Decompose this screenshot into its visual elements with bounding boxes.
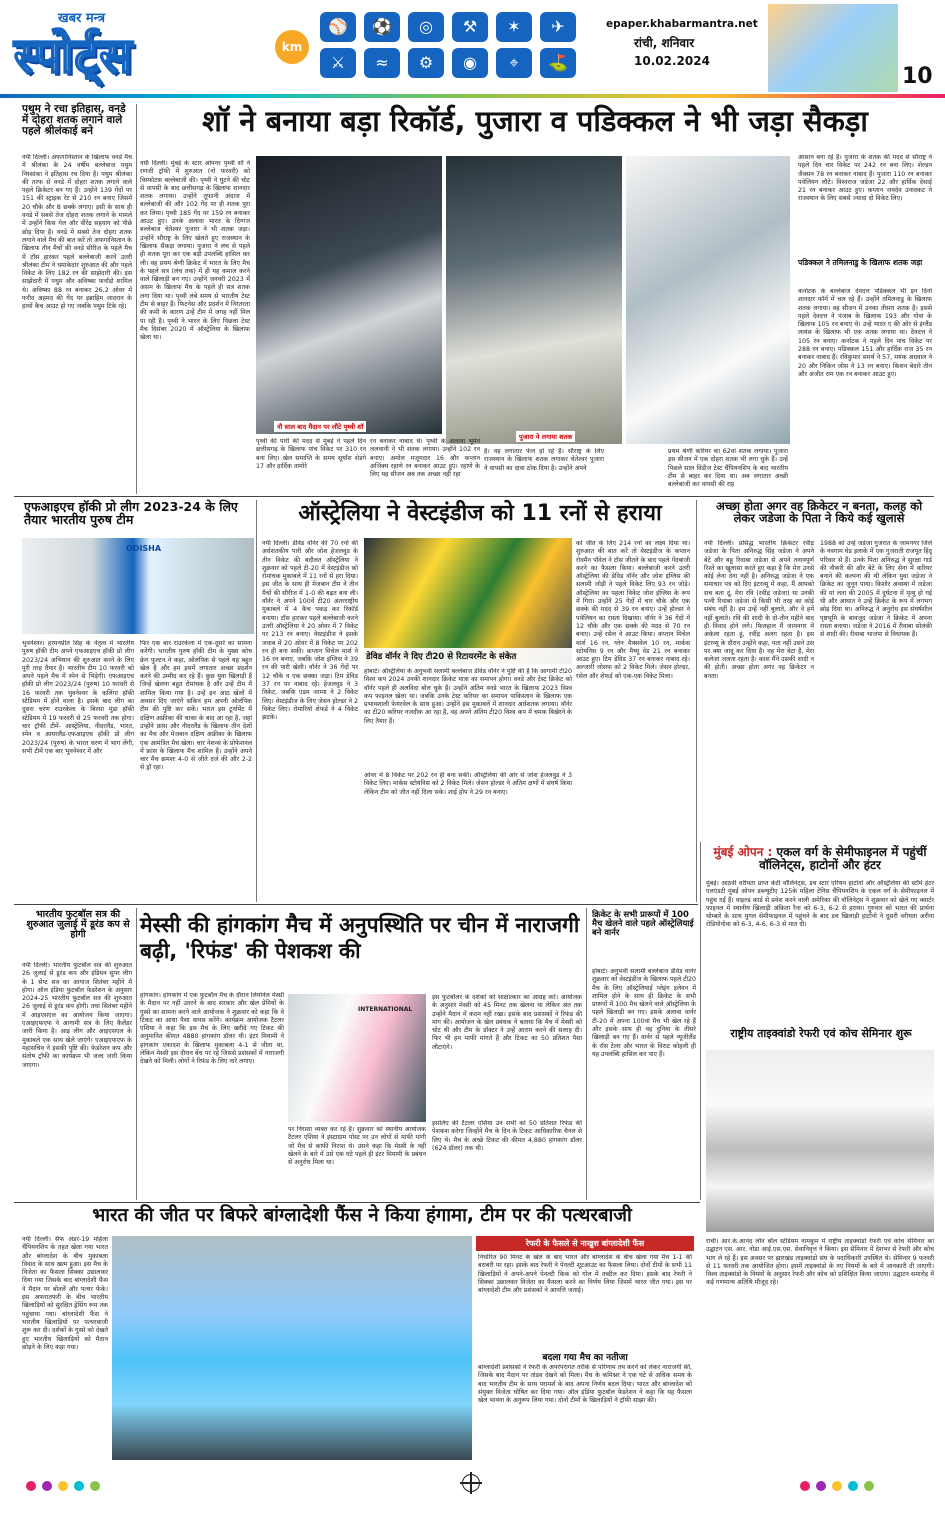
color-dot [816, 1481, 826, 1491]
lead-right-body: आसान बना रहे हैं। पुजारा के शतक की मदद से सौराष्ट्र ने पहले दिन चार विकेट पर 242 रन बना लिए। शेल्डन जैक्सन 78 रन बनाकर नाबाद हैं। पुजारा 110 रन बनाकर पवेलियन लौटे। विश्वराज जडेजा 22 और हार्विक देसाई 21 रन बनाकर आउट हुए। कप्तान जयदेव उनादकट ने राजस्थान के लिए सबसे ज्यादा दो विकेट लिए। [798, 154, 932, 203]
taekwondo-group-photo [706, 1050, 934, 1232]
messi-body-2: पर निराशा व्यक्त कर रहे हैं। शुक्रवार को स्थानीय आयोजक टैटलर एशिया ने इंस्टाग्राम पोस्ट पर उन लोगों से माफी मांगी जो मैच से काफी निराश थे। उसने कहा कि मेस्सी के नहीं खेलने के बारे में उसे एक घंटे पहले ही इंटर मियामी के प्रबंधन से अनुरोध मिला था। [288, 1126, 426, 1167]
issue-date: 10.02.2024 [634, 54, 710, 68]
hockey-body-2: फिर एक बार राउरकेला में एक-दूसरे का सामना करेंगी। भारतीय पुरुष हॉकी टीम के मुख्य कोच क्रेग फुल्टन ने कहा, ओलंपिक से पहले यह बहुत खेल है और हम इसमें लगातार अच्छा प्रदर्शन करने की उम्मीद कर रहे हैं। कुछ युवा खिलाड़ी हैं जिन्हें खेलना बहुत रोमांचक है और उन्हें टीम में शामिल किया गया है। उन्हें इन आठ खेलों में अवसर दिए जाएंगे सकिन हम अपनी ओलंपिक टीम की पुष्टि कर सकें। भारत इस टूर्नामेंट में दक्षिण अफ्रीका की चाका के बाद आ रहा है, जहां उन्होंने फ्रांस और नीदरलैंड के खिलाफ तीन देशों का मैच और मेजबान दक्षिण अफ्रीका के खिलाफ एक आमंत्रित मैच खेला। चार नेशन्स के प्रोफेशनल में फ्रांस के खिलाफ मैच शामिल हैं। उन्होंने अपने चार मैच क्रमशः 4-0 से जीते दर्ज की और 2-2 से ड्रॉ रहा। [140, 640, 252, 772]
lead-body-b2: रन बनाकर नाबाद थे। पृथ्वी के अलावा भूपेन ललवानी ने भी शतक लगाया। उन्होंने 102 रन बनाए। अमोल मजूमदार 16 और कप्तान अजिंक्य रहाणे रन बनाकर आउट हुए। रहाणे के लिए यह सीजन अब तक अच्छा नहीं रहा [370, 438, 480, 479]
taekwondo-headline: राष्ट्रीय ताइक्वांडो रेफरी एवं कोच सेमिनार शुरू [730, 1027, 912, 1040]
bangla-headline: भारत की जीत पर बिफरे बांग्लादेशी फैंस ने किया हंगामा, टीम पर की पत्थरबाजी [92, 1205, 632, 1226]
color-dot [864, 1481, 874, 1491]
messi-body-1: हांगकांग। हांगकांग में एक फुटबॉल मैच के दौरान लियोनेल मेस्सी के मैदान पर नहीं उतरने के बाद सरकार और खेल प्रेमियों के गुस्से का सामना करने वाले आयोजक ने शुक्रवार को कहा कि वे टिकट का आधा पैसा वापस करेंगे। कार्यक्रम आयोजक टैटलर एशिया ने कहा कि इस मैच के लिए खरीदे गए टिकट की अनुमानित कीमत 4880 हांगकांग डॉलर थी। इंटर मियामी ने हांगकांग एकादश के खिलाफ मुकाबला 4-1 से जीता था, लेकिन मेस्सी इस दौरान बेंच पर रहे जिससे प्रशंसकों में नाराजगी देखने को मिली। लोगों ने रिफंड के लिए नारे लगाए। [140, 992, 284, 1066]
football-icon: ⚽ [364, 12, 400, 42]
aus-body-right: को जीत के लिए 214 रनों का लक्ष्य दिया था। शुरुआत की बात करें तो वेस्टइंडीज के कप्तान रोवमैन पॉवेल ने टॉस जीतने के बाद पहले गेंदबाजी करने का फैसला किया। बल्लेबाजी करने उतरी ऑस्ट्रेलिया की डेविड वॉर्नर और जोश इंग्लिस की सलामी जोड़ी ने पहले विकेट लिए 93 रन जोड़े। ऑस्ट्रेलिया का पहला विकेट जोश इंग्लिस के रूप में गिरा। उन्होंने 25 गेंदों में चार चौके और एक छक्के की मदद से 39 रन बनाए। उन्हें होल्डर ने पवेलियन का रास्ता दिखाया। वॉर्नर ने 36 गेंदों में 12 चौके और एक छक्के की मदद से 70 रन बनाए। उन्हें रसेल ने आउट किया। कप्तान मिचेल मार्श 16 रन, ग्लेन मैक्सवेल 10 रन, मार्कस स्टोयनिस 9 रन और मैथ्यू वेड 21 रन बनाकर आउट हुए। टिम डेविड 37 रन बनाकर नाबाद रहे। अल्जारी जोसफ को 2 विकेट मिले। जेसन होल्डर, रसेल और शेफर्ड को एक-एक विकेट मिला। [576, 540, 690, 680]
brand-logo [14, 8, 250, 90]
pathum-headline: पथुम ने रचा इतिहास, वनडे में दोहरा शतक लगाने वाले पहले श्रीलंकाई बने [22, 103, 126, 138]
hockey-press-photo [22, 538, 254, 634]
aus-headline: ऑस्ट्रेलिया ने वेस्टइंडीज को 11 रनों से हराया [298, 501, 662, 526]
football-headline: भारतीय फुटबॉल सत्र की शुरुआत जुलाई में डूरंड कप से होगी [26, 909, 130, 940]
bangla-sub-body: बांग्लादेशी प्रशंसकों ने रेफरी के अपरंपरागत तरीके से परिणाम तय करने को लेकर नाराजगी की, जिसके बाद मैदान पर तांडव देखने को मिला। मैच के कमिश्नर ने एक घंटे से अधिक समय के बाद भारतीय टीम के साथ परामर्श के बाद अपना निर्णय बदल दिया। भारत और बांग्लादेश को संयुक्त विजेता घोषित कर दिया गया। ऑल इंडिया फुटबॉल फेडरेशन ने कहा कि यह फैसला खेल भावना के अनुरूप लिया गया। दोनों टीमों के खिलाड़ियों ने ट्रॉफी साझा की। [478, 1364, 692, 1405]
prithvi-caption: नौ साल बाद मैदान पर लौटे पृथ्वी शॉ [274, 421, 366, 432]
messi-body-3: इस फुटबॉलर के दर्शकों को साक्षात्कार का आग्रह करें। आयोजक के अनुसार मेस्सी को 45 मिनट तक खेलना था लेकिन अंत तक उन्होंने मैदान में कदम नहीं रखा। इसके बाद प्रशंसकों ने रिफंड की मांग की। आयोजन के खेल प्रबंधक ने बताया कि मैच में मेस्सी को चोट थी और टीम के डॉक्टर ने उन्हें आराम करने की सलाह दी। फिर भी हम माफी मांगते हैं और टिकट का 50 प्रतिशत पैसा लौटाएंगे। [432, 994, 582, 1051]
mumbai-body: मुंबई। आठवीं वरीयता प्राप्त केटी वॉलिनेट्स, डच स्टार एरियन हार्टोनो और ऑस्ट्रेलिया की स्टॉर्म हंटर एलएंडटी मुंबई ओपन डब्ल्यूटीए 125के महिला टेनिस चैंपियनशिप के एकल वर्ग के सेमीफाइनल में पहुंच गईं हैं। वाइल्ड कार्ड से प्रवेश करने वाली अमेरिका की वॉलिनेट्स ने शुक्रवार को खेले गए क्वार्टर फाइनल में स्थानीय खिलाड़ी अंकिता रैना को 6-3, 6-2 से हराया। गुरुवार को भारत की प्रार्थना थोम्बारे के साथ युगल सेमीफाइनल में पहुंचने के बाद डच खिलाड़ी हार्टोनो ने दूसरी वरीयता अरीना रोडियोनोवा को 6-3, 4-6, 6-3 से मात दी। [706, 880, 934, 929]
lead-headline: शॉ ने बनाया बड़ा रिकॉर्ड, पुजारा व पडिक्कल ने भी जड़ा सैकड़ा [202, 104, 868, 138]
messi-body-4: इसलिए की टैटलर एशिया उन सभी को 50 प्रतिशत रिफंड की पेशकश करेगा जिन्होंने मैच के दिन के टिकट आधिकारिक चैनल से लिए थे। मैच के अच्छे टिकट की कीमत 4,880 हांगकांग डॉलर (624 डॉलर) तक थी। [432, 1120, 582, 1152]
jadeja-body-2: 1988 को उन्हें जडेजा गुजरात के जामनगर जिले के नवगाम घेड इलाके में एक गुजराती राजपूत हिंदू परिवार से हैं। उनके पिता अनिरुद्ध ने सुरक्षा गार्ड की नौकरी की और बेटे के लिए सेना में करियर बनाने की कल्पना की थी लेकिन युवा जडेजा ने क्रिकेट का जुनून पाया। किशोर अवस्था में जडेजा की मां लता की 2005 में दुर्घटना में मृत्यु हो गई थी और आघात ने उन्हें क्रिकेट के रूप में लगभग छोड़ दिया था। अनिरुद्ध ने अनुरोध इस संघर्षशील पृष्ठभूमि के बावजूद जडेजा ने क्रिकेट में अपना रास्ता बनाया। जडेजा ने 2016 में रीवाबा सोलंकी से शादी की। रीवाबा भाजपा से विधायक हैं। [820, 540, 932, 639]
lead-body-1: नयी दिल्ली। मुंबई के स्टार ओपनर पृथ्वी शॉ ने रणजी ट्रॉफी में शुरुआत (नो फरवरी) को विस्फोटक बल्लेबाजी की। पृथ्वी ने घुटने की चोट से वापसी के बाद छत्तीसगढ़ के खिलाफ शानदार शतक लगाया। उन्होंने तूफानी अंदाज में बल्लेबाजी की और 102 गेंद पर ही शतक पूरा कर लिया। पृथ्वी 185 गेंद पर 159 रन बनाकर आउट हुए। उनके अलावा भारत के दिग्गज बल्लेबाज चेतेश्वर पुजारा ने भी शतक जड़ा। उन्होंने सौराष्ट्र के लिए खेलते हुए राजस्थान के खिलाफ सैकड़ा लगाया। पुजारा ने लंच से पहले ही शतक पूरा कर एक बड़ी उपलब्धि हासिल कर ली। वह प्रथम श्रेणी क्रिकेट में भारत के लिए मैच के पहले सत्र (लंच तक) में ही यह कमाल करने वाले खिलाड़ी बन गए। उन्होंने जनवरी 2023 में असम के खिलाफ मैच के पहले ही सत्र शतक लगा दिया था। पृथ्वी लंबे समय से भारतीय टेस्ट टीम से बाहर हैं। फिटनेस और प्रदर्शन में निरंतरता की कमी के कारण उन्हें टीम में जगह नहीं मिल पा रही है। पृथ्वी ने भारत के लिए पिछला टेस्ट मैच दिसंबर 2020 में ऑस्ट्रेलिया के खिलाफ खेला था। [140, 160, 250, 342]
lead-body-b4: प्रथम श्रेणी करियर का 62वां शतक लगाया। पुजारा इस सीजन में एक दोहरा शतक भी लगा चुके हैं। उन्हें पिछले साल विंडीज टेस्ट चैंपियनशिप के बाद भारतीय टीम से बाहर कर दिया था। अब लगातार अच्छी बल्लेबाजी कर वापसी की राह [668, 448, 788, 489]
sport-icons-row [320, 12, 582, 82]
brand-small: खबर मन्त्र [58, 11, 106, 26]
divider [14, 904, 698, 905]
basketball-icon: ◉ [452, 48, 488, 78]
divider [700, 842, 701, 1200]
bangla-subhead: बदला गया मैच का नतीजा [542, 1353, 628, 1363]
aus-body-3: ओवर में 8 विकेट पर 202 रन ही बना सकी। ऑस्ट्रेलिया की ओर से जोश हेजलवुड ने 3 विकेट लिए। मार्कस स्टोयनिस को 2 विकेट मिले। जेसन होल्डर ने अंतिम क्षणों में संघर्ष किया लेकिन टीम को जीत नहीं दिला सके। शाई होप ने 29 रन बनाए। [364, 772, 572, 796]
warner-photo [364, 538, 572, 664]
mumbai-headline [706, 846, 934, 871]
mumbai-headline-red: मुंबई ओपन : [713, 845, 773, 859]
messi-photo [288, 994, 426, 1122]
warner-caption: डेविड वॉर्नर ने दिए टी20 से रिटायरमेंट के संकेत [364, 648, 572, 664]
epaper-url[interactable]: epaper.khabarmantra.net [606, 18, 758, 30]
padikkal-subhead: पडिक्कल ने तमिलनाडु के खिलाफ शतक जड़ा [798, 258, 923, 267]
pathum-body: नयी दिल्ली। अफगानिस्तान के खिलाफ वनडे मैच में श्रीलंका के 24 वर्षीय बल्लेबाज पथुम निस्सांका ने इतिहास रच दिया है। पथुम श्रीलंका की तरफ से वनडे में दोहरा शतक लगाने वाले पहले क्रिकेटर बन गए हैं। उन्होंने 139 गेंदों पर 151 की स्ट्राइक रेट से 210 रन बनाए जिसमें 20 चौके और 8 छक्के लगाए। इसी के साथ ही वनडे में सबसे तेज दोहरा शतक लगाने के मामले में उन्होंने किस गेल और वीरेंद्र सहवाग को पीछे छोड़ दिया है। वनडे में सबसे तेज दोहरा शतक लगाने वाले मैच की बात करें तो अफगानिस्तान के खिलाफ तीन मैचों की वनडे सीरीज के पहले मैच में टॉस हारकर पहले बल्लेबाजी करने उतरी श्रीलंका टीम ने धमाकेदार शुरुआत की और पहले विकेट के लिए 182 रन की साझेदारी की। इस साझेदारी में पथुम और अविष्का फर्नांडो शामिल थे। अविष्का 88 रन बनाकर 26.2 ओवर में फरीद अहमद की गेंद पर इब्राहिम जादरान के हाथों कैच आउट हो गए जबकि पथुम टिके रहे। [22, 154, 132, 311]
footer-dots-right [800, 1476, 920, 1490]
km-badge: km [275, 30, 309, 64]
padikkal-photo [626, 156, 790, 444]
lead-body-b3: है। वह लगातार फेल हो रहे हैं। सौराष्ट्र के लिए राजस्थान के खिलाफ शतक लगाकर चेतेश्वर पुजारा ने वापसी का दावा ठोक दिया है। उन्होंने अपने [484, 448, 604, 472]
wrestling-icon: ⚔ [320, 48, 356, 78]
color-dot [848, 1481, 858, 1491]
swimming-icon: ≈ [364, 48, 400, 78]
registration-mark-icon [462, 1474, 480, 1492]
t100-body: होबार्ट। अनुभवी सलामी बल्लेबाज डेविड वार्नर शुक्रवार को वेस्टइंडीज के खिलाफ पहले टी20 मैच के लिए ऑस्ट्रेलियाई प्लेइंग इलेवन में शामिल होने के साथ ही क्रिकेट के सभी प्रारूपों में 100 मैच खेलने वाले ऑस्ट्रेलिया के पहले खिलाड़ी बन गए। इसके अलावा वार्नर टी-20 में अपना 100वां मैच भी खेल रहे हैं और इसके साथ ही वह दुनिया के तीसरे खिलाड़ी बन गए हैं। वार्नर से पहले न्यूजीलैंड के रॉस टेलर और भारत के विराट कोहली ही यह उपलब्धि हासिल कर पाए हैं। [592, 968, 696, 1058]
color-dot [26, 1481, 36, 1491]
divider [586, 908, 587, 1200]
odisha-banner-text: ODISHA [126, 544, 162, 553]
color-dot [74, 1481, 84, 1491]
brand-big: स्पोर्ट्स [14, 28, 134, 84]
color-dot [90, 1481, 100, 1491]
pujara-photo [446, 156, 622, 444]
taekwondo-body: रांची। आर.के.आनंद लॉन बॉल स्टेडियम नामकुम में राष्ट्रीय ताइक्वांडो रेफरी एवं कोच सेमिनार का उद्घाटन एस. आर. नोडा आई.एस.एस. सेवानिवृत्त ने किया। इस सेमिनार में देशभर से रेफरी और कोच भाग ले रहे हैं। इस अवसर पर झारखंड ताइक्वांडो संघ के पदाधिकारी उपस्थित थे। सेमिनार 9 फरवरी से 11 फरवरी तक आयोजित होगा। इसमें ताइक्वांडो के नए नियमों के बारे में जानकारी दी जाएगी। विश्व ताइक्वांडो के नियमों के अनुसार रेफरी और कोच को प्रशिक्षित किया जाएगा। उद्घाटन समारोह में कई गणमान्य अतिथि मौजूद रहे। [706, 1238, 934, 1287]
messi-photo-banner: INTERNATIONAL [358, 1006, 413, 1013]
cricket-icon: ⚾ [320, 12, 356, 42]
divider [696, 500, 697, 902]
mumbai-headline-text: एकल वर्ग के सेमीफाइनल में पहुंचीं वॉलिनेट्स, हाटोनों और हंटर [759, 845, 927, 872]
hockey-body: भुवनेश्वर। हरमनप्रीत सिंह के नेतृत्व में भारतीय पुरुष हॉकी टीम अपने एफआइएच हॉकी प्रो लीग 2023/24 अभियान की शुरुआत करने के लिए पूरी तरह तैयार है। भारतीय टीम 10 फरवरी को अपने पहले मैच में स्पेन से भिड़ेगी। एफआइएच हॉकी प्रो लीग 2023/24 (पुरुष) 10 फरवरी से 16 फरवरी तक भुवनेश्वर के कलिंगा हॉकी स्टेडियम में होने वाला है। इसके बाद लीग का दूसरा चरण राउरकेला के बिरसा मुंडा हॉकी स्टेडियम में 19 फरवरी से 25 फरवरी तक होगा। चार ट्रॉफी टीमें- आस्ट्रेलिया, नीदरलैंड, भारत, स्पेन व आयरलैंड-एफआइएच हॉकी प्रो लीग 2023/24 (पुरुष) के भारत चरण में भाग लेंगी, सभी टीमें एक बार भुवनेश्वर में और [22, 640, 134, 755]
color-dot [42, 1481, 52, 1491]
running-icon: ✈ [540, 12, 576, 42]
football-body: नयी दिल्ली। भारतीय फुटबॉल सत्र की शुरुआत 26 जुलाई से डूरंड कप और इंडियन सुपर लीग के 1 सेप्ट सत्र का आगाज सितंबर महीने में होगा। ऑल इंडिया फुटबॉल फेडरेशन के अनुसार 2024-25 भारतीय फुटबॉल सत्र की शुरुआत 26 जुलाई से डूरंड कप होगी। तथा सितंबर महीने में आइएसएल का आयोजन किया जाएगा। एआइएफएफ ने आगामी सत्र के लिए कैलेंडर जारी किया है। आइ लीग और आइएसएल के मुकाबले एक साथ खेले जाएंगे। एआइएफएफ के महासचिव ने इसकी पुष्टि की। फेडरेशन कप और संतोष ट्रॉफी का कार्यक्रम भी जल्द जारी किया जाएगा। [22, 962, 132, 1069]
place-day: रांची, शनिवार [634, 36, 695, 50]
edition-info [606, 18, 766, 68]
hockey-headline: एफआइएच हॉकी प्रो लीग 2023-24 के लिए तैयार भारतीय पुरुष टीम [24, 499, 238, 528]
badminton-icon: ✶ [496, 12, 532, 42]
bangla-box-head: रेफरी के फैसले से नाखुश बांग्लादेशी फैंस [476, 1236, 694, 1251]
jadeja-headline: अच्छा होता अगर वह क्रिकेटर न बनता, कलह को लेकर जडेजा के पिता ने किये कई खुलासे [715, 499, 923, 526]
golf-icon: ⛳ [540, 48, 576, 78]
color-dot [832, 1481, 842, 1491]
lead-right-body-2: कर्नाटक के बल्लेबाज देवदत्त पडिक्कल भी इन दिनों शानदार फॉर्म में चल रहे हैं। उन्होंने तमिलनाडु के खिलाफ शतक लगाया। वह सीजन में उनका तीसरा शतक है। इससे पहले देवदत्त ने पंजाब के खिलाफ 193 और गोवा के खिलाफ 105 रन बनाए थे। उन्हें भारत ए की ओर से इंग्लैंड लायंस के खिलाफ भी एक शतक लगाया था। देवदत्त ने 105 रन बनाए। कर्नाटक ने पहले दिन पांच विकेट पर 288 रन बनाए। पडिक्कल 151 और हार्दिक राज 35 रन बनाकर नाबाद हैं। रविकुमार समर्थ ने 57, मयंक अग्रवाल ने 20 और निकिन जोस ने 13 रन बनाए। किशन बेदारे तीन और अजीत राम एक रन बनाकर आउट हुए। [798, 288, 932, 378]
athletes-collage [768, 4, 898, 92]
page-number: 10 [902, 64, 933, 89]
warner-body: होबार्ट। ऑस्ट्रेलिया के अनुभवी सलामी बल्लेबाज डेविड वॉर्नर ने पुष्टि की है कि आगामी टी20 विश्व कप 2024 उनकी शानदार क्रिकेट यात्रा का समापन होगा। वनडे और टेस्ट क्रिकेट को वॉर्नर पहले ही अलविदा बोल चुके हैं। उन्होंने अंतिम वनडे भारत के खिलाफ 2023 विश्व कप फाइनल खेला था। जबकि उनके टेस्ट करियर का समापन पाकिस्तान के खिलाफ एक प्रभावशाली फेयरवेल के साथ हुआ। उन्होंने इस मुकाबले में शानदार अर्धशतक लगाया। वॉर्नर का टी20 करियर नजदीक आ रहा है, वह अपने अंतिम टी20 विश्व कप में चमक बिखेरने के लिए तैयार हैं। [364, 668, 572, 725]
divider [14, 1202, 700, 1203]
color-dot [800, 1481, 810, 1491]
lead-body-b1: पृथ्वी की पारी की मदद से मुंबई ने पहले दिन छत्तीसगढ़ के खिलाफ पांच विकेट पर 310 रन बना लिए। खेल समाप्ति के समय सूर्यांश शेडगे 17 और हार्दिक तामोरे [256, 438, 366, 470]
divider [256, 500, 257, 902]
tennis-icon: ◎ [408, 12, 444, 42]
bangla-box-body: निर्धारित 90 मिनट के खेल के बाद भारत और बांग्लादेश के बीच खेला गया मैच 1-1 की बराबरी पर रहा। इसके बाद रेफरी ने पेनल्टी शूटआउट का फैसला लिया। दोनों टीमों के सभी 11 खिलाड़ियों ने अपने-अपने पेनल्टी किक को गोल में तब्दील कर दिया। इसके बाद रेफरी ने सिक्का उछालकर विजेता का फैसला करने का निर्णय लिया जिसमें भारत जीत गया। इस पर बांग्लादेशी टीम और प्रशंसकों ने आपत्ति जताई। [478, 1254, 692, 1295]
divider [136, 104, 137, 494]
aus-body-1: नयी दिल्ली। डेविड वॉर्नर की 70 रनों की अर्धशतकीय पारी और जोश हेजलवुड के तीन विकेट की बदौलत ऑस्ट्रेलिया ने शुक्रवार को पहले टी-20 में वेस्टइंडीज को रोमांचक मुकाबले में 11 रनों से हरा दिया। इस जीत के साथ ही मेजबान टीम ने तीन मैचों की सीरीज में 1-0 की बढ़त बना ली। वॉर्नर ने अपने 100वें टी20 अंतरराष्ट्रीय मुकाबले में 4 कैच पकड़ कर रिकॉर्ड बनाया। टॉस हारकर पहले बल्लेबाजी करने उतरी ऑस्ट्रेलिया ने 20 ओवर में 7 विकेट पर 213 रन बनाए। वेस्टइंडीज ने इसके जवाब में 20 ओवर में 8 विकेट पर 202 रन ही बना सकी। कप्तान मिचेल मार्श ने 16 रन बनाए, जबकि जोश इंग्लिस ने 39 रन की पारी खेली। वॉर्नर ने 36 गेंदों पर 12 चौके व एक छक्का जड़ा। टिम डेविड 37 रन पर नाबाद रहे। हेजलवुड ने 3 विकेट, जबकि एडम जाम्पा ने 2 विकेट लिए। वेस्टइंडीज के लिए जेसन होल्डर ने 2 विकेट लिए। रोमारियो शेफर्ड ने 4 विकेट झटके। [262, 540, 358, 722]
shooting-icon: ⌖ [496, 48, 532, 78]
prithvi-shaw-photo [256, 156, 442, 434]
masthead [0, 0, 945, 98]
cycling-icon: ⚙ [408, 48, 444, 78]
bangla-body: नयी दिल्ली। सैफ अंडर-19 महिला चैंपियनशिप के तहत खेला गया भारत और बांग्लादेश के बीच मुकाबला विवाद के साथ खत्म हुआ। इस मैच के विजेता का फैसला सिक्का उछालकर दिया गया जिसके बाद बांग्लादेशी फैंस ने मैदान पर बोतलें और पत्थर फेंके। इस अफरातफरी के बीच भारतीय खिलाड़ियों को सुरक्षित ड्रेसिंग रूम तक पहुंचाया गया। बांग्लादेशी फैंस ने भारतीय खिलाड़ियों पर पत्थरबाजी शुरू कर दी। दर्शकों के गुस्से को देखते हुए भारतीय खिलाड़ियों को मैदान छोड़ने के लिए कहा गया। [22, 1236, 108, 1351]
bangla-team-photo [112, 1236, 472, 1460]
t100-headline: क्रिकेट के सभी प्रारूपों में 100 मैच खेलने वाले पहले ऑस्ट्रेलियाई बने वार्नर [592, 909, 694, 937]
jadeja-body: नयी दिल्ली। प्रसिद्ध भारतीय क्रिकेटर रवींद्र जडेजा के पिता अनिरुद्ध सिंह जडेजा ने अपने बेटे और बहू रिवाबा जडेजा से अपने तनावपूर्ण रिश्ते का खुलासा करते हुए कहा है कि मेरा उनसे कोई लेना देना नहीं है। अनिरुद्ध जडेजा ने एक समाचार पत्र को दिए इंटरव्यू में कहा, मैं आपको सच बता दूं, मेरा रवि (रवींद्र जडेजा) या उनकी पत्नी रिवाबा जडेजा से किसी भी तरह का कोई संबंध नहीं है। हम उन्हें नहीं बुलाते, और वे हमें नहीं बुलाते। रवि की शादी के दो-तीन महीने बाद ही विवाद होने लगे। फिलहाल मैं जामनगर में अकेला रहता हूं, रवींद्र अलग रहता है। इस इंटरव्यू के दौरान उन्होंने कहा, पता नहीं उसने उस पर क्या जादू कर दिया है। वह मेरा बेटा है, मेरा कलेजा जलता रहता है। काश मैंने उसकी शादी न की होती। अच्छा होता अगर वह क्रिकेटर न बनता। [704, 540, 814, 680]
pujara-caption: पुजारा ने लगाया शतक [516, 431, 575, 442]
color-dot [58, 1481, 68, 1491]
divider [136, 908, 137, 1200]
footer-dots-left [26, 1476, 146, 1490]
divider [14, 496, 934, 497]
messi-headline: मेस्सी की हांगकांग मैच में अनुपस्थिति पर चीन में नाराजगी बढ़ी, 'रिफंड' की पेशकश की [140, 913, 580, 964]
hockey-icon: ⚒ [452, 12, 488, 42]
masthead-rule [0, 94, 945, 98]
